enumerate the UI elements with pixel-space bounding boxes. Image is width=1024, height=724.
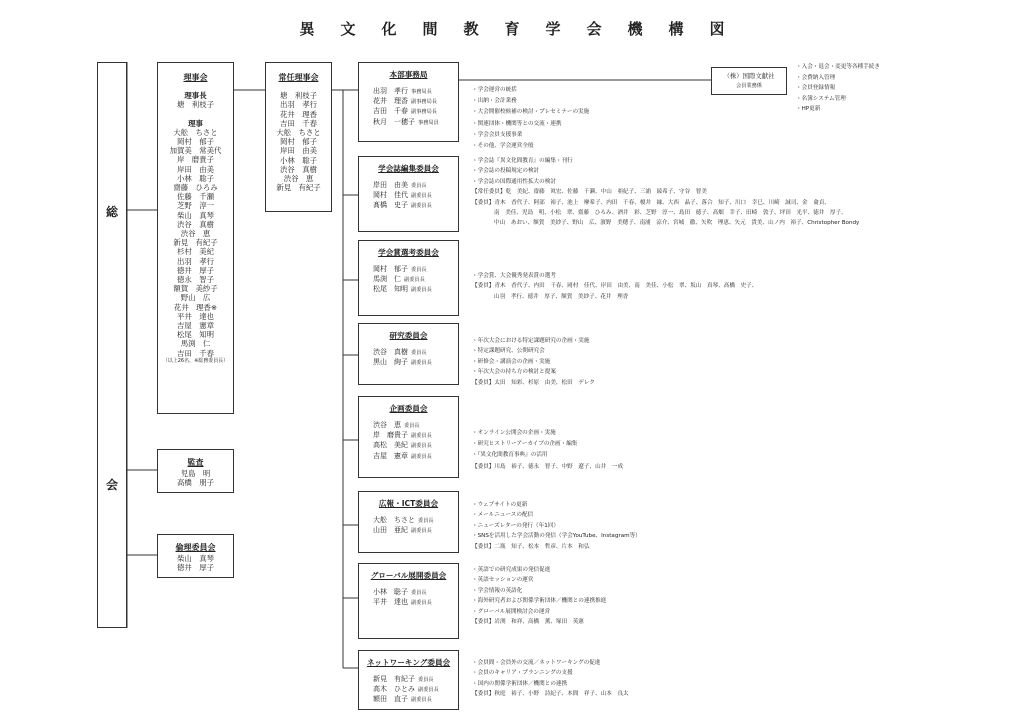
committee-member [359,695,458,705]
committee-box [358,491,459,553]
member-name: 新見 有紀子 [373,675,415,683]
kokusai-duties [796,62,880,115]
duty-line: ・SNSを活用した学会活動の発信（学会YouTube、Instagram等） [472,533,641,540]
executive-member: 出羽 孝行 [280,100,317,110]
member-role: 委員長 [411,267,427,273]
member-role: 事務局員 [418,119,439,126]
committee-member [359,516,458,526]
duty-line: ・出納・会計業務 [472,98,517,105]
general-assembly-label-top: 総 [105,205,118,219]
member-role: 副委員長 [411,287,432,294]
member-name: 岡村 郁子 [373,265,408,273]
duty-line: ・英語セッションの運営 [472,577,534,584]
duty-line: 【常任委員】乾 美紀、齋藤 眞宏、佐藤 千瀬、中山 亜紀子、三浦 綾希子、守谷 智美 [472,189,707,196]
member-name: 山田 亜紀 [373,526,408,535]
board-chair: 塘 利枝子 [177,100,214,110]
member-name: 大舩 ちさと [373,516,415,524]
member-name: 馬渕 仁 [373,275,401,284]
committee-member [359,452,458,462]
board-member-list [158,128,233,358]
board-member: 渋谷 真樹 [177,219,214,229]
member-role: 事務局長 [411,89,432,95]
duty-line: 【委員】二瓶 知子、松本 哲彦、片本 和弘 [472,543,590,550]
member-role: 副事務局長 [411,109,437,116]
committee-name: 広報・ICT委員会 [378,499,439,508]
board-member: 花井 理香※ [173,302,218,312]
duty-line: ・『異文化間教育事典』の活用 [472,452,548,459]
board-chair-title: 理事長 [184,91,207,101]
member-name: 岸 磨貴子 [373,431,408,440]
duty-line: ・メールニュースの配信 [472,512,534,519]
duty-line: ・学会誌の国際通用性拡大の検討 [472,178,556,185]
member-role: 委員長 [411,590,427,596]
member-role: 副委員長 [411,600,432,607]
committee-name: グローバル展開委員会 [370,571,447,580]
member-role: 委員長 [411,183,427,189]
committee-member [359,526,458,536]
duty-line: 【委員】太田 知彩、杉原 由美、松田 デレク [472,379,595,386]
duty-line: ・学会情報の英語化 [472,587,523,594]
kokusai-duty: ・会費納入管理 [796,74,836,81]
member-role: 副委員長 [411,193,432,200]
executive-member: 渋谷 真樹 [280,164,317,174]
general-assembly-label-bottom: 会 [105,478,118,492]
auditor-member: 高橋 朋子 [177,478,214,488]
member-name: 松尾 知明 [373,285,408,294]
committee-member [359,107,458,117]
board-member: 岸田 由美 [177,164,214,174]
kokusai-duty: ・会員登録情報 [796,85,836,91]
committee-member [359,201,458,211]
member-name: 高木 ひとみ [373,685,415,694]
committee-member [359,358,458,368]
board-member: 新見 有紀子 [173,238,218,248]
duty-line: ・学会運営の統括 [472,87,517,93]
committee-name: 本部事務局 [389,70,428,79]
committee-box [358,396,459,478]
duty-line: ・会員間・会員外の交流／ネットワーキングの促進 [472,660,601,666]
duty-line: ・会員のキャリア・プランニングの支援 [472,670,573,677]
board-members-title: 理事 [188,118,203,128]
committee-box [358,156,459,232]
member-name: 岡村 佳代 [373,191,408,200]
ethics-member-list [158,554,233,572]
committee-box [358,323,459,385]
auditors-heading: 監査 [187,458,204,467]
committee-member [359,598,458,608]
duty-line: 【委員】青木 香代子、内田 千春、岡村 佳代、岸田 由美、南 美佳、小松 翠、坂山 真琴、髙橋 史子、 [472,283,758,290]
board-member: 岸 磨貴子 [177,155,214,165]
committee-duties [472,658,629,700]
member-name: 小林 聡子 [373,588,408,596]
committee-member [359,87,458,97]
duty-line: ・ニューズレターの発行（年1回） [472,522,559,529]
board-member: 小林 聡子 [177,173,214,183]
auditors-member-list [158,469,233,487]
board-member: 松尾 知明 [177,330,214,340]
executive-member: 岸田 由美 [280,146,317,156]
committee-member [359,275,458,285]
duty-line: ・研究ヒストリーアーカイブの企画・編集 [472,441,578,448]
member-name: 高松 美紀 [373,441,408,450]
executive-member: 岡村 郁子 [280,137,317,147]
board-member: 柴山 真琴 [177,210,214,220]
board-member: 徳永 智子 [177,275,214,285]
member-role: 副委員長 [411,697,432,704]
executive-member: 吉田 千春 [280,118,317,128]
duty-line: 南 美佳、児島 明、小松 翠、齋藤 ひろみ、酒井 彩、芝野 淳一、島田 徳子、高畑 幸子、田崎 敦子、坪田 光平、徳井 厚子、 [494,210,847,217]
board-member: 大舩 ちさと [173,127,218,137]
member-name: 髙橋 史子 [373,201,408,210]
board-member: 出羽 孝行 [177,256,214,266]
member-role: 副委員長 [418,687,439,694]
duty-line: ・ウェブサイトの更新 [472,502,528,508]
kokusai-duty: ・入会・退会・変更等各種手続き [796,64,880,70]
duty-line: ・グローバル展開検討会の運営 [472,608,551,615]
board-box [157,62,234,414]
duty-line: ・大会開催校候補の検討・プレセミナーの実施 [472,109,590,116]
duty-line: ・オンライン公開会の企画・実施 [472,430,556,436]
committee-member [359,675,458,685]
member-name: 渋谷 恵 [373,421,401,429]
member-name: 平井 達也 [373,598,408,607]
committee-box [358,240,459,316]
committee-member [359,118,458,128]
board-member: 野山 広 [180,293,211,303]
member-role: 副委員長 [404,277,425,284]
board-member: 額賀 美紗子 [173,284,218,294]
duty-line: ・年次大会の持ち方の検討と提案 [472,369,556,376]
auditor-member: 児島 明 [180,469,211,479]
member-role: 副委員長 [411,203,432,210]
duty-line: ・海外研究者および関係学術団体／機関との連携推進 [472,598,607,605]
duty-line: 【委員】岩渕 和祥、高橋 薫、塚田 英憲 [472,619,584,626]
committee-member [359,265,458,275]
committee-box [358,563,459,639]
committee-member [359,685,458,695]
ethics-heading: 倫理委員会 [175,543,216,552]
board-note: （以上26名、※総務委員長） [162,357,229,364]
executive-member: 小林 聡子 [280,155,317,165]
duty-line: ・特定課題研究、公開研究会 [472,348,545,355]
member-role: 委員長 [418,677,434,683]
board-member: 加賀美 常美代 [169,146,222,156]
board-member: 齋藤 ひろみ [173,183,218,193]
page-title: 異文化間教育学会機構図 [299,20,751,38]
committee-duties [472,428,623,473]
member-name: 吉田 千春 [373,107,408,116]
member-name: 額田 直子 [373,695,408,704]
ethics-member: 徳井 厚子 [177,563,214,573]
committee-member [359,431,458,441]
board-member: 杉村 美紀 [177,247,214,257]
executive-member-list [266,91,331,192]
duty-line: ・英語での研究成果の発信促進 [472,567,551,573]
member-role: 副委員長 [411,528,432,535]
duty-line: ・年次大会における特定課題研究の企画・実施 [472,338,590,344]
member-name: 吉屋 憲章 [373,451,408,460]
board-member: 吉屋 憲章 [177,321,214,331]
board-member: 平井 達也 [177,311,214,321]
member-role: 副委員長 [411,453,432,460]
committee-name: 企画委員会 [389,404,428,413]
duty-line: 中山 あおい、額賀 美紗子、野山 広、濱野 美穂子、南浦 涼介、宮城 徹、矢吹 理恵、矢元 貴美、山ノ内 裕子、Christopher Bondy [494,220,860,227]
committee-name: 学会賞選考委員会 [378,248,439,257]
duty-line: 山羽 孝行、徳井 厚子、額賀 美紗子、花井 理香 [494,293,629,300]
committee-name: 学会誌編集委員会 [378,164,439,173]
committee-name: 研究委員会 [389,331,428,340]
committee-duties [472,156,859,229]
committee-member [359,441,458,451]
ethics-member: 柴山 真琴 [177,554,214,564]
executive-member: 花井 理香 [280,109,317,119]
committee-duties [472,336,595,388]
board-member: 芝野 淳一 [177,201,214,211]
committee-member [359,285,458,295]
executive-member: 大舩 ちさと [276,128,321,138]
committee-name: ネットワーキング委員会 [366,658,451,667]
kokusai-sub: 会員業務係 [736,83,762,89]
executive-heading: 常任理事会 [278,73,319,82]
member-name: 出羽 孝行 [373,87,408,95]
committee-duties [472,85,589,152]
committee-duties [472,565,606,627]
committee-box [358,62,459,142]
committee-member [359,191,458,201]
committee-box [358,650,459,710]
duty-line: ・その他、学会運営全般 [472,143,534,150]
executive-member: 塘 利枝子 [280,91,317,101]
committee-member [359,421,458,431]
executive-box [265,62,332,212]
board-member: 佐藤 千瀬 [177,192,214,202]
board-member: 徳井 厚子 [177,265,214,275]
kokusai-duty: ・名簿システム管理 [796,95,846,102]
board-heading: 理事会 [183,73,208,82]
kokusai-duty: ・HP更新 [796,106,821,112]
executive-member: 渋谷 恵 [283,174,314,184]
duty-line: 【委員】青木 香代子、阿部 裕子、池上 摩希子、内田 千春、榎井 縁、大西 晶子、落合 知子、川口 幸巳、川崎 誠司、金 侖貞、 [472,199,831,206]
board-member: 馬渕 仁 [180,339,211,349]
member-role: 委員長 [404,423,420,429]
duty-line: ・学会賞、大会優秀発表賞の選考 [472,273,556,279]
member-name: 岸田 由美 [373,181,408,189]
board-member: 岡村 郁子 [177,137,214,147]
member-role: 副委員長 [411,443,432,450]
board-member: 吉田 千春 [177,348,214,358]
duty-line: 【委員】川島 裕子、徳永 智子、中野 遼子、山井 一成 [472,463,624,470]
duty-line: ・学会会員支援事業 [472,131,523,138]
member-role: 副委員長 [411,360,432,367]
committee-member [359,348,458,358]
member-name: 花井 理香 [373,97,408,106]
member-role: 委員長 [418,518,434,524]
duty-line: ・関連団体・機関等との交流・連携 [472,120,562,127]
kokusai-name: （株）国際文献社 [723,72,775,80]
duty-line: ・学会誌の投稿規定の検討 [472,168,540,175]
committee-duties [472,271,757,302]
ethics-box [157,534,234,578]
member-role: 副事務局長 [411,99,437,106]
committee-member [359,588,458,598]
general-assembly-box [97,62,127,628]
committee-member [359,181,458,191]
committee-member [359,97,458,107]
duty-line: ・国内の関係学術団体／機関との連携 [472,680,568,687]
board-member: 渋谷 恵 [180,229,211,239]
duty-line: 【委員】秋庭 裕子、小野 詩紀子、本間 祥子、山本 良太 [472,691,629,698]
member-name: 秋月 一穂子 [373,117,415,126]
kokusai-bunken-box [711,67,787,95]
member-role: 副委員長 [411,433,432,440]
committee-duties [472,500,641,552]
auditors-box [157,449,234,493]
duty-line: ・研修会・講演会の企画・実施 [472,358,551,365]
duty-line: ・学会誌『異文化間教育』の編集・刊行 [472,158,573,164]
member-name: 黒山 絢子 [373,358,408,367]
executive-member: 新見 有紀子 [276,183,321,193]
member-role: 委員長 [411,350,427,356]
member-name: 渋谷 真樹 [373,348,408,356]
